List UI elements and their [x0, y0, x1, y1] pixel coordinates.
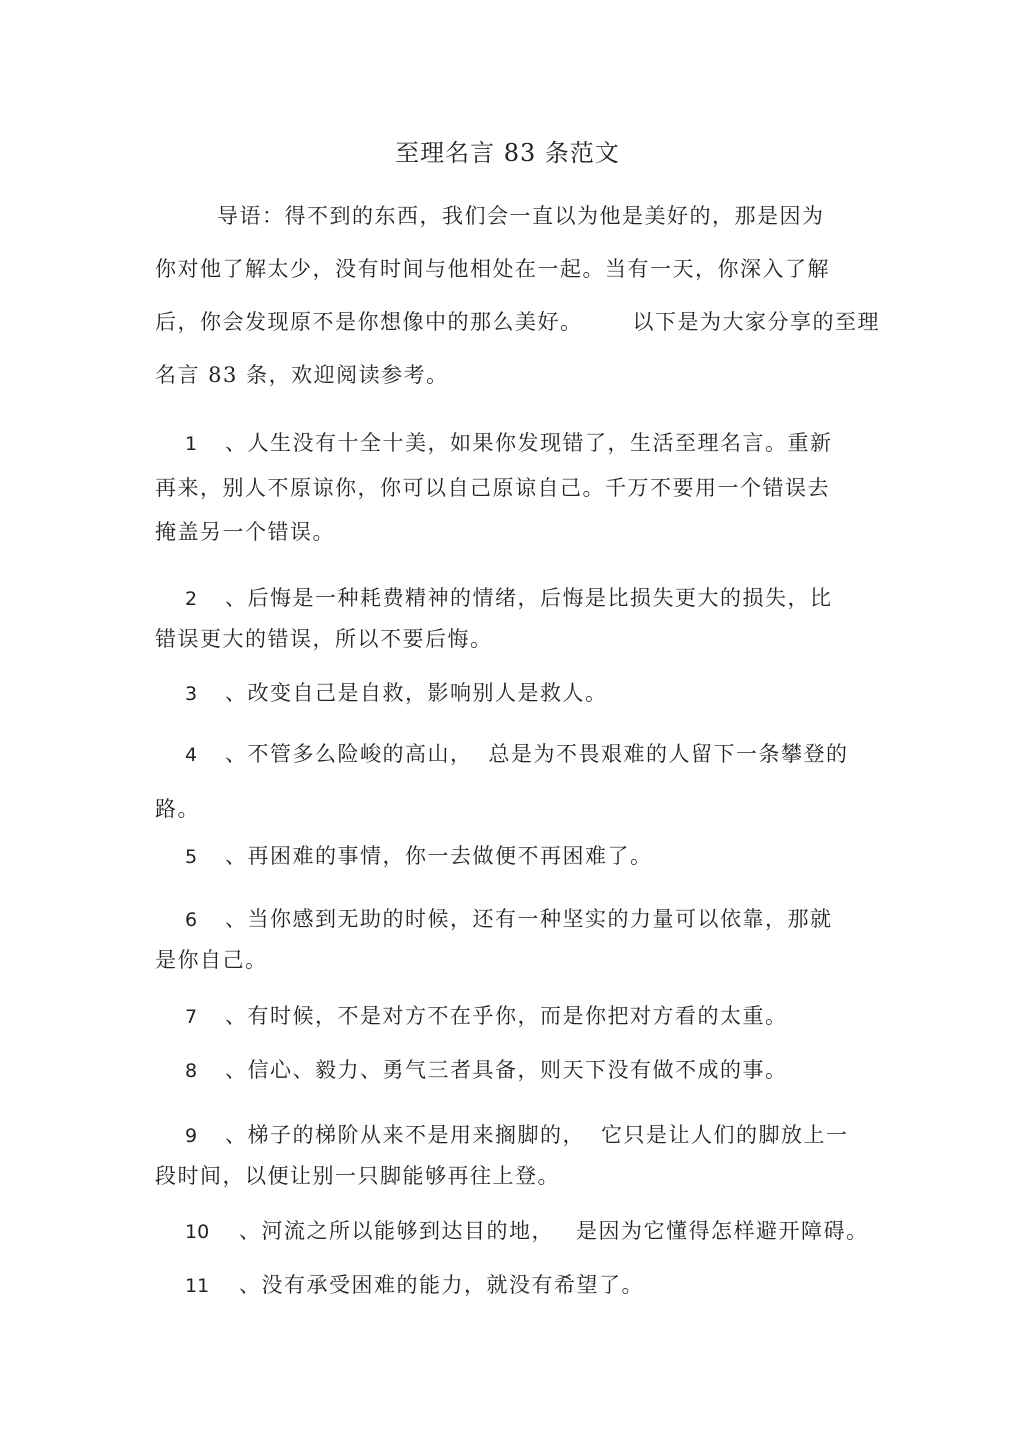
- list-item: [155, 673, 855, 714]
- list-item: [155, 996, 855, 1037]
- list-item: [155, 727, 855, 836]
- item-text: 、信心、毅力、勇气三者具备，则天下没有做不成的事。: [225, 1058, 788, 1082]
- item-number: 7: [185, 1006, 198, 1028]
- item-number: 2: [185, 588, 198, 610]
- item-text: 、人生没有十全十美，如果你发现错了，生活至理名言。重新: [225, 431, 833, 455]
- item-text: 是因为它懂得怎样避开障碍。: [576, 1219, 869, 1243]
- item-text: 、梯子的梯阶从来不是用来搁脚的，: [225, 1123, 585, 1147]
- item-number: 1: [185, 433, 198, 455]
- item-text: 、再困难的事情，你一去做便不再困难了。: [225, 844, 653, 868]
- intro-line-2: 你对他了解太少，没有时间与他相处在一起。当有一天，你深入了解: [155, 257, 830, 281]
- document-title: 至理名言 83 条范文: [395, 139, 620, 167]
- intro-line-3: [155, 296, 880, 349]
- item-number: 4: [185, 744, 198, 766]
- list-item: [155, 1115, 855, 1196]
- intro-paragraph: [155, 190, 880, 402]
- list-item: [155, 578, 855, 659]
- item-number: 9: [185, 1125, 198, 1147]
- item-text: 掩盖另一个错误。: [155, 520, 335, 544]
- item-text: 路。: [155, 797, 200, 821]
- item-text: 再来，别人不原谅你，你可以自己原谅自己。千万不要用一个错误去: [155, 476, 830, 500]
- item-text: 错误更大的错误，所以不要后悔。: [155, 627, 493, 651]
- intro-line-1: 导语：得不到的东西，我们会一直以为他是美好的，那是因为: [217, 204, 825, 228]
- list-item: [155, 899, 855, 980]
- item-text: 段时间，以便让别一只脚能够再往上登。: [155, 1164, 560, 1188]
- list-item: [155, 1211, 869, 1252]
- item-text: 它只是让人们的脚放上一: [601, 1123, 849, 1147]
- item-number: 5: [185, 846, 198, 868]
- intro-line-4: 名言 83 条，欢迎阅读参考。: [155, 363, 449, 387]
- item-number: 3: [185, 683, 198, 705]
- intro-line-3a: 后，你会发现原不是你想像中的那么美好。: [155, 310, 583, 334]
- item-text: 、不管多么险峻的高山，: [225, 742, 473, 766]
- item-number: 10: [185, 1221, 210, 1243]
- item-number: 6: [185, 909, 198, 931]
- item-text: 、改变自己是自救，影响别人是救人。: [225, 681, 608, 705]
- item-text: 总是为不畏艰难的人留下一条攀登的: [488, 742, 849, 766]
- item-text: 、有时候，不是对方不在乎你，而是你把对方看的太重。: [225, 1004, 788, 1028]
- list-item: [155, 836, 855, 877]
- list-item: [155, 421, 855, 554]
- item-number: 11: [185, 1275, 210, 1297]
- item-text: 、后悔是一种耗费精神的情绪，后悔是比损失更大的损失，比: [225, 586, 833, 610]
- intro-line-3b: 以下是为大家分享的至理: [632, 310, 880, 334]
- item-text: 、河流之所以能够到达目的地，: [239, 1219, 554, 1243]
- item-text: 是你自己。: [155, 948, 268, 972]
- item-number: 8: [185, 1060, 198, 1082]
- list-item: [155, 1265, 855, 1306]
- list-item: [155, 1050, 855, 1091]
- item-text: 、当你感到无助的时候，还有一种坚实的力量可以依靠，那就: [225, 907, 833, 931]
- item-text: 、没有承受困难的能力，就没有希望了。: [239, 1273, 644, 1297]
